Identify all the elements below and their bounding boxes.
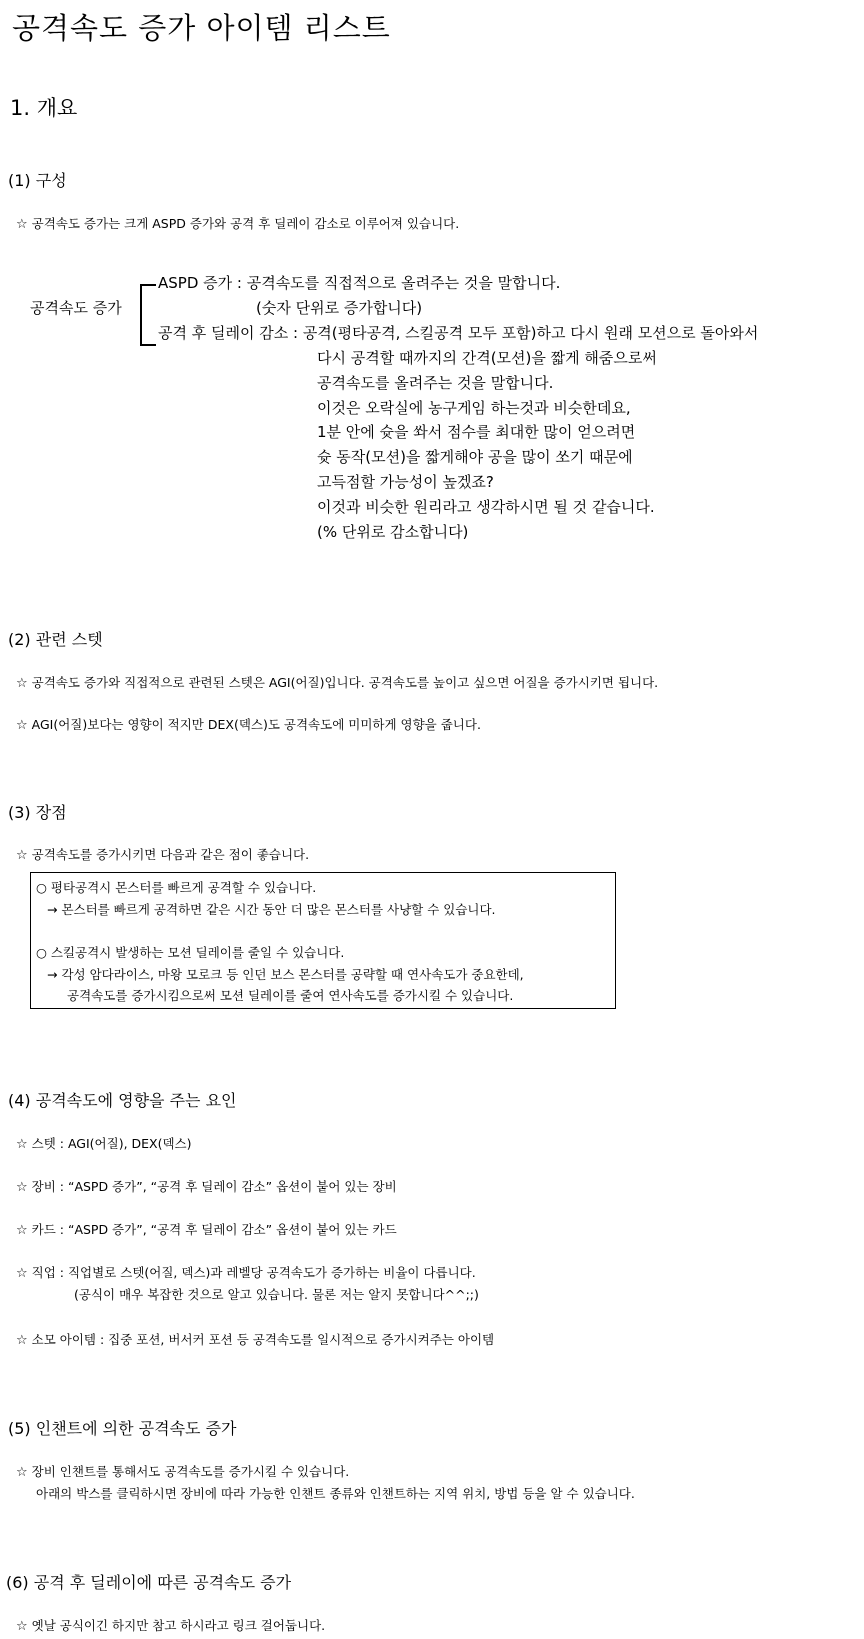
diagram-delay-line: 고득점할 가능성이 높겠죠? <box>317 472 494 491</box>
advantage-point: ○ 평타공격시 몬스터를 빠르게 공격할 수 있습니다. <box>36 880 317 895</box>
diagram-delay-description <box>317 346 657 544</box>
page-title: 공격속도 증가 아이템 리스트 <box>12 11 391 45</box>
subsection-heading-delay: (6) 공격 후 딜레이에 따른 공격속도 증가 <box>6 1573 292 1592</box>
composition-intro: ☆ 공격속도 증가는 크게 ASPD 증가와 공격 후 딜레이 감소로 이루어져 있습니다. <box>16 216 460 232</box>
star-icon: ☆ <box>16 217 28 232</box>
star-icon: ☆ <box>16 676 28 691</box>
enchant-note: 아래의 박스를 클릭하시면 장비에 따라 가능한 인챈트 종류와 인챈트하는 지역 위치, 방법 등을 알 수 있습니다. <box>36 1486 635 1501</box>
star-icon: ☆ <box>16 1180 28 1195</box>
diagram-delay-line: 이것과 비슷한 원리라고 생각하시면 될 것 같습니다. <box>317 497 655 516</box>
star-icon: ☆ <box>16 718 28 733</box>
diagram-delay-line: 1분 안에 슛을 쏴서 점수를 최대한 많이 얻으려면 <box>317 423 636 442</box>
diagram-delay-line: 공격속도를 올려주는 것을 말합니다. <box>317 373 554 392</box>
star-icon: ☆ <box>16 1266 28 1281</box>
delay-item: ☆ 옛날 공식이긴 하지만 참고 하시라고 링크 걸어둡니다. <box>16 1618 326 1634</box>
stats-item: ☆ AGI(어질)보다는 영향이 적지만 DEX(덱스)도 공격속도에 미미하게 영향을 줍니다. <box>16 717 481 733</box>
advantages-intro: ☆ 공격속도를 증가시키면 다음과 같은 점이 좋습니다. <box>16 847 310 863</box>
factor-item: ☆ 스텟 : AGI(어질), DEX(덱스) <box>16 1136 192 1152</box>
factor-item: ☆ 직업 : 직업별로 스텟(어질, 덱스)과 레벨당 공격속도가 증가하는 비율이 다릅니다. <box>16 1265 476 1281</box>
subsection-heading-factors: (4) 공격속도에 영향을 주는 요인 <box>8 1091 237 1110</box>
factor-item: ☆ 장비 : “ASPD 증가”, “공격 후 딜레이 감소” 옵션이 붙어 있는 장비 <box>16 1179 397 1195</box>
star-icon: ☆ <box>16 1619 28 1634</box>
diagram-delay-line: 다시 공격할 때까지의 간격(모션)을 짧게 해줌으로써 <box>317 349 657 367</box>
subsection-heading-stats: (2) 관련 스텟 <box>8 630 103 649</box>
diagram-delay-line: 슛 동작(모션)을 짧게해야 공을 많이 쏘기 때문에 <box>317 448 633 467</box>
advantage-point: ○ 스킬공격시 발생하는 모션 딜레이를 줄일 수 있습니다. <box>36 945 345 960</box>
star-icon: ☆ <box>16 848 28 863</box>
star-icon: ☆ <box>16 1223 28 1238</box>
star-icon: ☆ <box>16 1137 28 1152</box>
stats-item: ☆ 공격속도 증가와 직접적으로 관련된 스텟은 AGI(어질)입니다. 공격속도를 높이고 싶으면 어질을 증가시키면 됩니다. <box>16 675 659 691</box>
advantage-detail: → 각성 암다라이스, 마왕 모로크 등 인던 보스 몬스터를 공략할 때 연사속도가 중요한데, <box>47 967 524 982</box>
advantages-box <box>30 872 616 1009</box>
advantage-detail: → 몬스터를 빠르게 공격하면 같은 시간 동안 더 많은 몬스터를 사냥할 수 있습니다. <box>47 902 496 917</box>
star-icon: ☆ <box>16 1465 28 1480</box>
factor-item: ☆ 소모 아이템 : 집중 포션, 버서커 포션 등 공격속도를 일시적으로 증가시켜주는 아이템 <box>16 1332 495 1348</box>
diagram-delay-line: (% 단위로 감소합니다) <box>317 522 469 541</box>
factor-item: ☆ 카드 : “ASPD 증가”, “공격 후 딜레이 감소” 옵션이 붙어 있는 카드 <box>16 1222 397 1238</box>
subsection-heading-composition: (1) 구성 <box>8 171 67 190</box>
enchant-item: ☆ 장비 인챈트를 통해서도 공격속도를 증가시킬 수 있습니다. <box>16 1464 350 1480</box>
factor-job-note: (공식이 매우 복잡한 것으로 알고 있습니다. 물론 저는 알지 못합니다^^;;) <box>74 1287 479 1302</box>
subsection-heading-enchant: (5) 인챈트에 의한 공격속도 증가 <box>8 1419 237 1438</box>
advantage-detail: 공격속도를 증가시킴으로써 모션 딜레이를 줄여 연사속도를 증가시킬 수 있습니다. <box>67 988 514 1003</box>
diagram-bracket <box>140 284 156 346</box>
diagram-aspd-label: ASPD 증가 : 공격속도를 직접적으로 올려주는 것을 말합니다. <box>158 274 561 292</box>
star-icon: ☆ <box>16 1333 28 1348</box>
section-heading-overview: 1. 개요 <box>10 96 78 120</box>
diagram-aspd-note: (숫자 단위로 증가합니다) <box>256 299 423 317</box>
diagram-root-label: 공격속도 증가 <box>30 299 122 317</box>
diagram-delay-line: 이것은 오락실에 농구게임 하는것과 비슷한데요, <box>317 398 631 417</box>
diagram-delay-label: 공격 후 딜레이 감소 : 공격(평타공격, 스킬공격 모두 포함)하고 다시 원래 모션으로 돌아와서 <box>158 324 759 342</box>
subsection-heading-advantages: (3) 장점 <box>8 803 67 822</box>
